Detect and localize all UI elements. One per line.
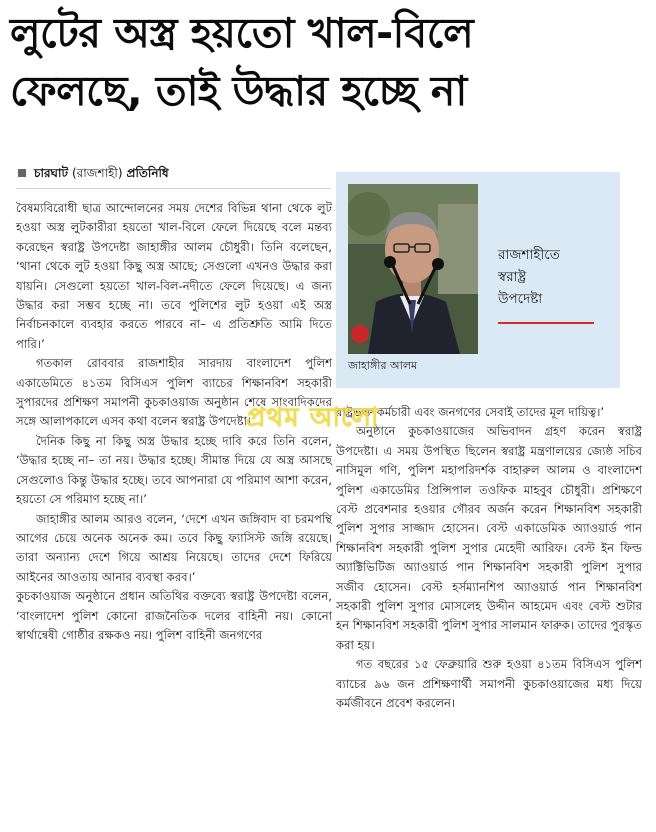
byline-role: প্রতিনিধি <box>126 166 169 180</box>
paragraph: দৈনিক কিছু না কিছু অস্ত্র উদ্ধার হচ্ছে দাবি করে তিনি বলেন, ‘উদ্ধার হচ্ছে না– তা নয়। উদ্ধার হচ্ছে। সীমান্ত দিয়ে যে অস্ত্র আসছে সেগুলোও কিন্তু উদ্ধার হচ্ছে। তবে আপনারা যে পরিমাণ আশা করেন, হয়তো সে পরিমাণ হচ্ছে না।’ <box>16 433 332 507</box>
paragraph: বৈষম্যবিরোধী ছাত্র আন্দোলনের সময় দেশের বিভিন্ন থানা থেকে লুট হওয়া অস্ত্র লুটকারীরা হয়তো খাল-বিলে ফেলে দিয়েছে বলে মন্তব্য করেছেন স্বরাষ্ট্র উপদেষ্টা জাহাঙ্গীর আলম চৌধুরী। তিনি বলেছেন, ‘থানা থেকে লুট হওয়া কিছু অস্ত্র আছে; সেগুলো এখনও উদ্ধার করা যায়নি। সেগুলো হয়তো খাল-বিল-নদীতে ফেলে দিয়েছে। এ জন্য উদ্ধার করা সম্ভব হচ্ছে না। তবে পুলিশের লুট হওয়া এই অস্ত্র নির্বাচনকালে ব্যবহার করতে পারবে না– এ প্রতিশ্রুতি আমি দিতে পারি।’ <box>16 201 332 351</box>
byline <box>18 165 173 181</box>
paragraph: রাষ্ট্রভক্ত কর্মচারী এবং জনগণের সেবাই তাদের মূল দায়িত্ব।’ <box>336 405 605 419</box>
headline-line-1: লুটের অস্ত্র হয়তো খাল-বিলে <box>10 9 474 57</box>
square-bullet-icon <box>18 169 26 177</box>
paragraph: অনুষ্ঠানে কুচকাওয়াজের অভিবাদন গ্রহণ করেন স্বরাষ্ট্র উপদেষ্টা। এ সময় উপস্থিত ছিলেন স্বরাষ্ট্র মন্ত্রণালয়ের জ্যেষ্ঠ সচিব নাসিমুল গণি, পুলিশ মহাপরিদর্শক বাহারুল আলম ও বাংলাদেশ পুলিশ একাডেমির প্রিন্সিপাল তওফিক মাহবুব চৌধুরী। প্রশিক্ষণে বেস্ট প্রবেশনার হওয়ার গৌরব অর্জন করেন শিক্ষানবিশ সহকারী পুলিশ সুপার সাজ্জাদ হোসেন। বেস্ট একাডেমিক অ্যাওয়ার্ড পান শিক্ষানবিশ সহকারী পুলিশ সুপার মেহেদী আরিফ। বেস্ট ইন ফিল্ড অ্যাক্টিভিটিজ অ্যাওয়ার্ড পান শিক্ষানবিশ সহকারী পুলিশ সুপার সজীব হোসেন। বেস্ট হর্সম্যানশিপ অ্যাওয়ার্ড পান শিক্ষানবিশ সহকারী পুলিশ সুপার মোসলেহ উদ্দীন আহমেদ এবং বেস্ট শুটার হন শিক্ষানবিশ সহকারী পুলিশ সুপার সালমান ফারুক। তাদের পুরস্কৃত করা হয়। <box>336 424 642 652</box>
byline-place: চারঘাট <box>34 166 68 180</box>
sidebar-title-line-3: উপদেষ্টা <box>498 291 543 307</box>
portrait-photo <box>348 184 478 354</box>
accent-line <box>498 322 594 324</box>
photo-caption: জাহাঙ্গীর আলম <box>348 359 418 372</box>
sidebar-title <box>498 244 608 310</box>
paragraph: গতকাল রোববার রাজশাহীর সারদায় বাংলাদেশ পুলিশ একাডেমিতে ৪১তম বিসিএস পুলিশ ব্যাচের শিক্ষানবিশ সহকারী সুপারদের প্রশিক্ষণ সমাপনী কুচকাওয়াজ অনুষ্ঠান শেষে সাংবাদিকদের সঙ্গে আলাপকালে এসব কথা বলেন স্বরাষ্ট্র উপদেষ্টা। <box>16 356 332 429</box>
byline-district: (রাজশাহী) <box>72 166 123 180</box>
sidebar-title-line-1: রাজশাহীতে <box>498 247 560 263</box>
article-column-right <box>336 403 642 714</box>
paragraph: কুচকাওয়াজ অনুষ্ঠানে প্রধান অতিথির বক্তব্যে স্বরাষ্ট্র উপদেষ্টা বলেন, ‘বাংলাদেশ পুলিশ কোনো রাজনৈতিক দলের বাহিনী নয়। কোনো স্বার্থান্বেষী গোষ্ঠীর রক্ষকও নয়। পুলিশ বাহিনী জনগণের <box>16 589 332 642</box>
photo-box <box>336 172 620 388</box>
headline <box>10 4 646 120</box>
watermark-logo: প্রথম আলো <box>246 403 380 433</box>
headline-line-2: ফেলছে, তাই উদ্ধার হচ্ছে না <box>10 67 467 115</box>
paragraph: জাহাঙ্গীর আলম আরও বলেন, ‘দেশে এখন জঙ্গিবাদ বা চরমপন্থি আগের চেয়ে অনেক অনেক কম। তবে কিছু ফ্যাসিস্ট জঙ্গি রয়েছে। তারা অন্যান্য দেশে গিয়ে আশ্রয় নিয়েছে। তাদের দেশে ফিরিয়ে আইনের আওতায় আনার ব্যবস্থা করব।’ <box>16 511 332 584</box>
paragraph: গত বছরের ১৫ ফেব্রুয়ারি শুরু হওয়া ৪১তম বিসিএস পুলিশ ব্যাচের ৯৬ জন প্রশিক্ষণার্থী সমাপনী কুচকাওয়াজের মধ্য দিয়ে কর্মজীবনে প্রবেশ করলেন। <box>336 657 642 711</box>
byline-divider <box>16 188 331 189</box>
sidebar-title-line-2: স্বরাষ্ট্র <box>498 269 527 285</box>
